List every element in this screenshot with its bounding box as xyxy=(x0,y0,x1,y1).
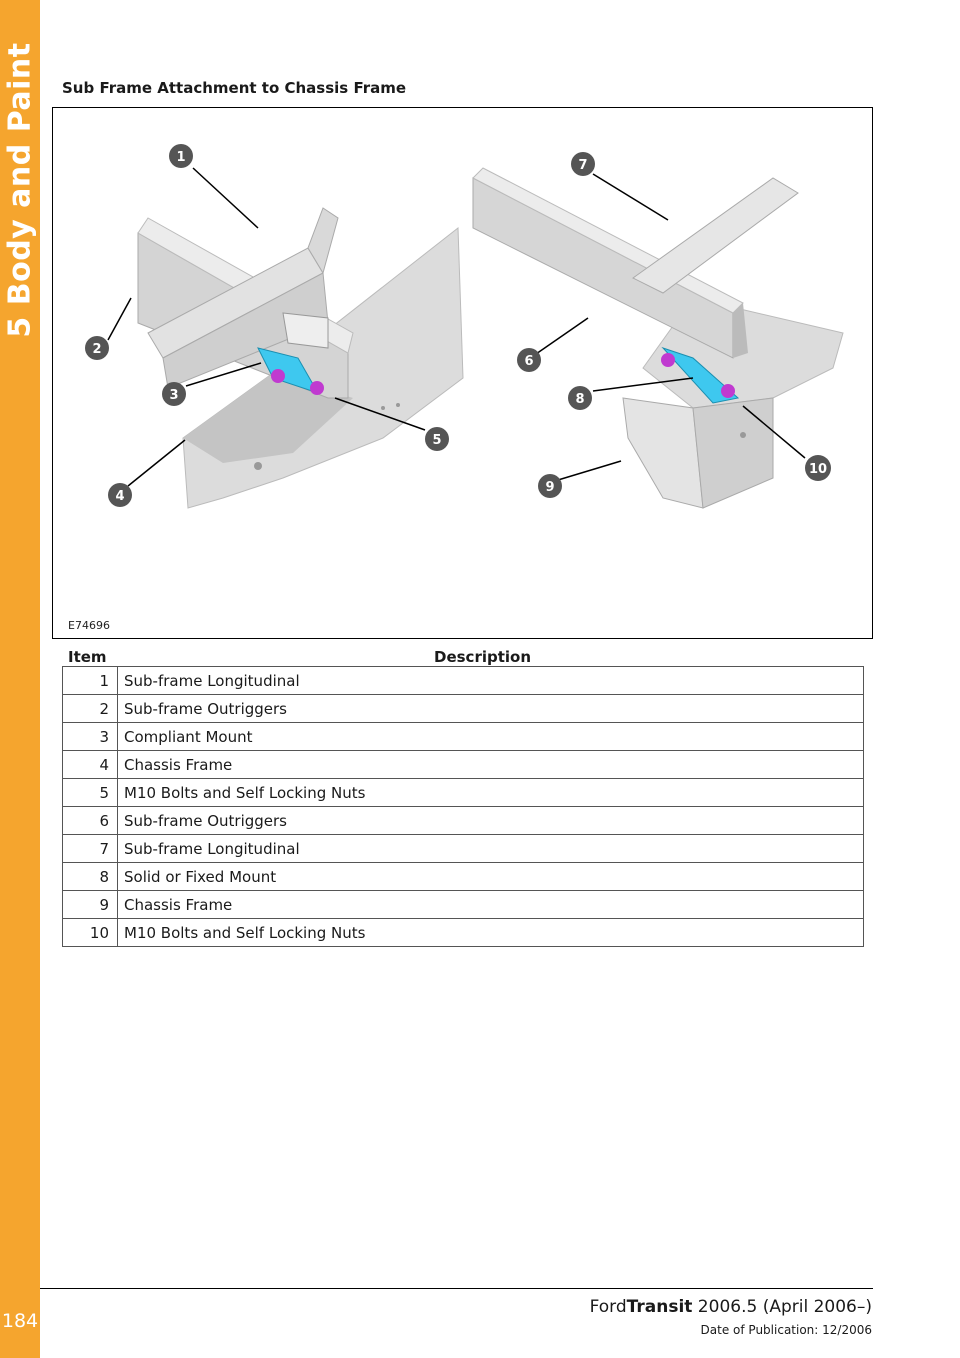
left-view xyxy=(138,208,463,508)
item-description: M10 Bolts and Self Locking Nuts xyxy=(118,779,864,807)
figure-id: E74696 xyxy=(68,619,110,632)
item-number: 6 xyxy=(63,807,118,835)
item-number: 1 xyxy=(63,667,118,695)
publication-date: Date of Publication: 12/2006 xyxy=(700,1323,872,1337)
footer-title xyxy=(590,1297,872,1317)
item-number: 8 xyxy=(63,863,118,891)
item-number: 9 xyxy=(63,891,118,919)
table-header-item: Item xyxy=(68,648,107,666)
item-number: 3 xyxy=(63,723,118,751)
callout-5: 5 xyxy=(432,433,442,448)
item-table xyxy=(62,666,864,947)
callout-9: 9 xyxy=(545,480,555,495)
callout-2: 2 xyxy=(92,342,102,357)
footer-divider xyxy=(40,1288,873,1289)
section-tab xyxy=(0,0,40,1358)
brand-model: Transit xyxy=(626,1297,693,1317)
item-description: Sub-frame Longitudinal xyxy=(118,667,864,695)
table-row xyxy=(63,723,864,751)
item-number: 10 xyxy=(63,919,118,947)
section-title: 5 Body and Paint xyxy=(2,42,38,338)
table-row xyxy=(63,779,864,807)
table-row xyxy=(63,667,864,695)
callout-10: 10 xyxy=(808,462,828,477)
callout-6: 6 xyxy=(524,354,534,369)
item-description: Chassis Frame xyxy=(118,891,864,919)
item-description: Solid or Fixed Mount xyxy=(118,863,864,891)
table-row xyxy=(63,807,864,835)
table-row xyxy=(63,695,864,723)
item-description: Sub-frame Longitudinal xyxy=(118,835,864,863)
left-bolt xyxy=(271,369,285,383)
right-view xyxy=(473,168,843,508)
chassis-illustration xyxy=(53,108,872,638)
item-description: Chassis Frame xyxy=(118,751,864,779)
callout-1: 1 xyxy=(176,150,186,165)
right-bolt xyxy=(721,384,735,398)
table-row xyxy=(63,891,864,919)
illustration-figure xyxy=(52,107,873,639)
brand-prefix: Ford xyxy=(589,1297,627,1317)
callout-7: 7 xyxy=(578,158,588,173)
callout-8: 8 xyxy=(575,392,585,407)
right-outrigger xyxy=(633,178,798,293)
item-number: 4 xyxy=(63,751,118,779)
callout-3: 3 xyxy=(169,388,179,403)
item-number: 2 xyxy=(63,695,118,723)
item-description: M10 Bolts and Self Locking Nuts xyxy=(118,919,864,947)
table-row xyxy=(63,835,864,863)
table-row xyxy=(63,863,864,891)
item-description: Sub-frame Outriggers xyxy=(118,807,864,835)
item-number: 5 xyxy=(63,779,118,807)
item-description: Sub-frame Outriggers xyxy=(118,695,864,723)
item-description: Compliant Mount xyxy=(118,723,864,751)
page-heading: Sub Frame Attachment to Chassis Frame xyxy=(62,79,407,97)
table-row xyxy=(63,919,864,947)
item-number: 7 xyxy=(63,835,118,863)
edition: 2006.5 (April 2006–) xyxy=(692,1297,872,1317)
page-number: 184 xyxy=(1,1310,39,1332)
table-header-description: Description xyxy=(434,648,532,666)
table-row xyxy=(63,751,864,779)
callout-4: 4 xyxy=(115,489,125,504)
